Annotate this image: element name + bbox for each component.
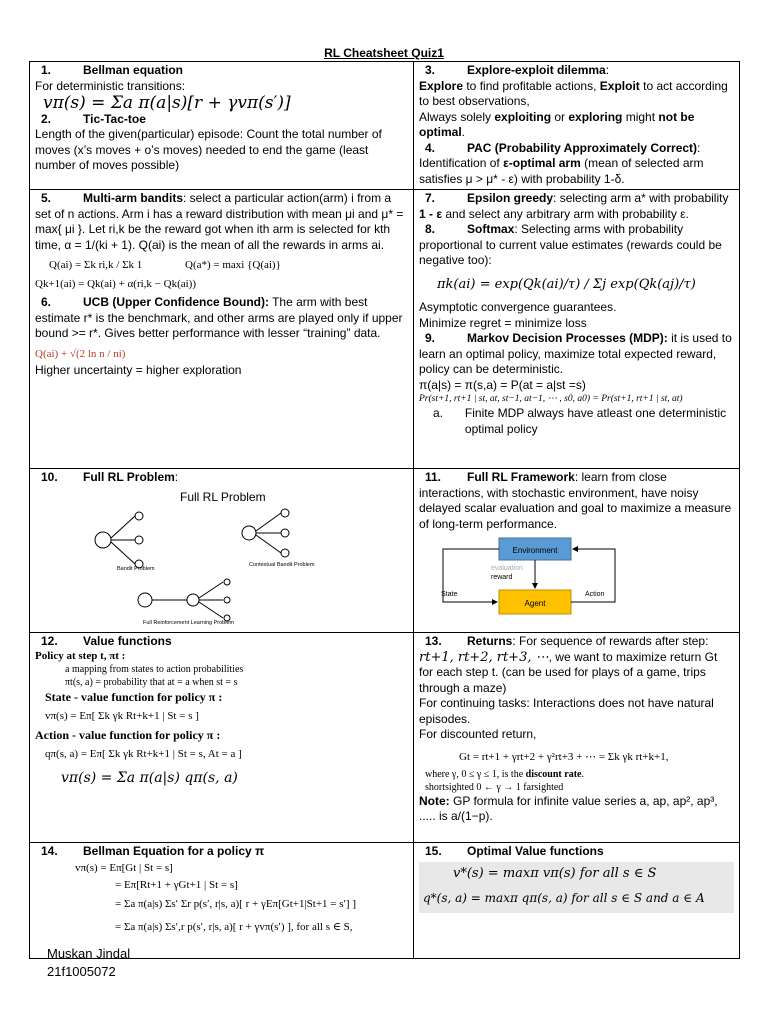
bandit-update-formula: Qk+1(ai) = Qk(ai) + α(ri,k − Qk(ai)) [35, 278, 196, 290]
cell-bellman-policy: 14. Bellman Equation for a policy π vπ(s) = Eπ[Gt | St = s] = Eπ[Rt+1 + γGt+1 | St = s] = Σa π(a|s) Σs′ Σr p(s′, r|s, a)[ r + γEπ[Gt+1|St+1 = s′] ] = Σa π(a|s) Σs′,r p(s′, r|s, a)[ r + γvπ(s′) ], for all s ∈ S, [30, 843, 414, 959]
tic-tac-toe-text: Length of the given(particular) episode: Count the total number of moves (x’s moves + o’s moves) needed to end the game (least number of moves possible) [35, 127, 382, 172]
reward-label: reward [491, 574, 513, 581]
full-rl-problem-diagram [35, 486, 407, 626]
agent-label: Agent [524, 599, 546, 608]
state-value-formula: vπ(s) = Eπ[ Σk γk Rt+k+1 | St = s ] [45, 709, 199, 722]
cell-full-rl-problem: 10. Full RL Problem: Full RL Problem Bandit Problem Contextual Bandit Problem Full Reinforcement Learning Problem [30, 469, 414, 633]
action-label: Action [585, 591, 605, 598]
bandit-caption: Bandit Problem [117, 565, 155, 572]
cell-optimal-value: 15. Optimal Value functions v*(s) = maxπ vπ(s) for all s ∈ S q*(s, a) = maxπ qπ(s, a) for all s ∈ S and a ∈ A [414, 843, 740, 959]
page-title: RL Cheatsheet Quiz1 [324, 46, 444, 60]
heading-returns: Returns [467, 634, 513, 648]
heading-full-rl-problem: Full RL Problem [83, 470, 175, 484]
state-label: State [441, 591, 458, 598]
action-value-formula: qπ(s, a) = Eπ[ Σk γk Rt+k+1 | St = s, At = a ] [45, 747, 242, 760]
bandit-max-formula: Q(a*) = maxi {Q(ai)} [185, 259, 281, 271]
cell-bandits-ucb: 5. Multi-arm bandits: select a particular action(arm) i from a set of n actions. Arm i has a reward distribution with mean μi and μ* = max{ μi }. Let ri,k be the reward got when ith arm is selected for kth time, α = 1/(ki + 1). Q(ai) is the mean of all the rewards in arms ai. Q(ai) = Σk ri,k / Σk 1 Q(a*) = maxi {Q(ai)} Qk+1(ai) = Qk(ai) + α(ri,k − Qk(ai)) 6. UCB (Upper Confidence Bound): The arm with best estimate r* is the benchmark, and other arms are played only if upper bound >= r*. Gives better performance with lesser “training” data. Q(ai) + √(2 ln n / ni) Higher uncertainty = higher exploration [30, 190, 414, 469]
discounted-return-formula: Gt = rt+1 + γrt+2 + γ²rt+3 + ⋯ = Σk γk rt+k+1, [459, 750, 669, 763]
author-name: Muskan Jindal [47, 946, 131, 961]
author-id: 21f1005072 [47, 964, 116, 979]
heading-explore-exploit: Explore-exploit dilemma [467, 63, 606, 77]
v-from-q-formula: vπ(s) = Σa π(a|s) qπ(s, a) [61, 769, 238, 786]
cell-bellman-tictactoe: 1. Bellman equation For deterministic transitions: vπ(s) = Σa π(a|s)[r + γvπ(s′)] 2. Tic-Tac-toe Length of the given(particular) episode: Count the total number of moves (x’s moves + o’s moves) needed to end the game (least number of moves possible) [30, 62, 414, 190]
reward-sequence: rt+1, rt+2, rt+3, ⋯ [419, 649, 549, 665]
heading-pac: PAC (Probability Approximately Correct) [467, 140, 698, 155]
rl-framework-diagram [419, 536, 735, 618]
cheatsheet-table [29, 61, 740, 959]
heading-optimal-value: Optimal Value functions [467, 844, 604, 858]
optimal-value-box: v*(s) = maxπ vπ(s) for all s ∈ S q*(s, a) = maxπ qπ(s, a) for all s ∈ S and a ∈ A [419, 862, 734, 913]
cell-value-functions: 12. Value functions Policy at step t, πt : a mapping from states to action probabilities πt(s, a) = probability that at = a when st = s State - value function for policy π : vπ(s) = Eπ[ Σk γk Rt+k+1 | St = s ] Action - value function for policy π : qπ(s, a) = Eπ[ Σk γk Rt+k+1 | St = s, At = a ] vπ(s) = Σa π(a|s) qπ(s, a) [30, 633, 414, 843]
heading-mdp: Markov Decision Processes (MDP): [467, 331, 668, 345]
heading-bellman-equation: Bellman equation [83, 63, 184, 77]
mdp-markov-formula: Pr(st+1, rt+1 | st, at, st−1, at−1, ⋯ , s0, a0) = Pr(st+1, rt+1 | st, at) [419, 394, 683, 404]
ucb-formula: Q(ai) + √(2 ln n / ni) [35, 347, 126, 360]
heading-bellman-policy: Bellman Equation for a policy π [83, 844, 265, 858]
environment-label: Environment [512, 546, 558, 555]
softmax-formula: πk(ai) = exp(Qk(ai)/τ) / Σj exp(Qk(aj)/τ) [437, 276, 696, 292]
cell-returns: 13. Returns: For sequence of rewards after step: rt+1, rt+2, rt+3, ⋯, we want to maximize return Gt for each step t. (can be used for plays of a game, trips through a maze) For continuing tasks: Interactions does not have natural episodes. For discounted return, Gt = rt+1 + γrt+2 + γ²rt+3 + ⋯ = Σk γk rt+k+1, where γ, 0 ≤ γ ≤ 1, is the discount rate. shortsighted 0 ← γ → 1 farsighted Note: GP formula for infinite value series a, ap, ap², ap³, ..... is a/(1−p). [414, 633, 740, 843]
cell-epsilon-softmax-mdp: 7. Epsilon greedy: selecting arm a* with probability 1 - ε and select any arbitrary arm with probability ε. 8. Softmax: Selecting arms with probability proportional to current value estimates (rewards could be negative too): πk(ai) = exp(Qk(ai)/τ) / Σj exp(Qk(aj)/τ) Asymptotic convergence guarantees. Minimize regret = minimize loss 9. Markov Decision Processes (MDP): it is used to learn an optimal policy, maximize total expected reward, policy can be deterministic. π(a|s) = π(s,a) = P(at = a|st =s) Pr(st+1, rt+1 | st, at, st−1, at−1, ⋯ , s0, a0) = Pr(st+1, rt+1 | st, at) a. Finite MDP always have atleast one deterministic optimal policy [414, 190, 740, 469]
heading-tic-tac-toe: Tic-Tac-toe [83, 111, 146, 126]
full-rl-caption: Full Reinforcement Learning Problem [143, 619, 235, 626]
heading-full-rl-framework: Full RL Framework [467, 470, 575, 484]
ucb-note: Higher uncertainty = higher exploration [35, 362, 242, 377]
heading-epsilon-greedy: Epsilon greedy [467, 191, 554, 205]
evaluation-label: evaluation [491, 565, 523, 572]
heading-multi-arm-bandits: Multi-arm bandits [83, 191, 184, 205]
heading-softmax: Softmax [467, 222, 515, 236]
cell-explore-pac: 3. Explore-exploit dilemma: Explore to find profitable actions, Exploit to act according to best observations, Always solely exploiting or exploring might not be optimal. 4. PAC (Probability Approximately Correct): Identification of ε-optimal arm (mean of selected arm satisfies μ > μ* - ε) with probability 1-δ. [414, 62, 740, 190]
heading-value-functions: Value functions [83, 634, 172, 648]
heading-ucb: UCB (Upper Confidence Bound): [83, 295, 269, 309]
contextual-bandit-caption: Contextual Bandit Problem [249, 561, 315, 568]
cell-full-rl-framework: 11. Full RL Framework: learn from close interactions, with stochastic environment, have noisy delayed scalar evaluation and goal to maximize a measure of long-term performance. Environment Agent evaluation reward State Action [414, 469, 740, 633]
bandit-mean-formula: Q(ai) = Σk ri,k / Σk 1 [49, 259, 143, 271]
bellman-equation-formula: vπ(s) = Σa π(a|s)[r + γvπ(s′)] [43, 93, 291, 113]
diagram-title: Full RL Problem [180, 489, 266, 504]
